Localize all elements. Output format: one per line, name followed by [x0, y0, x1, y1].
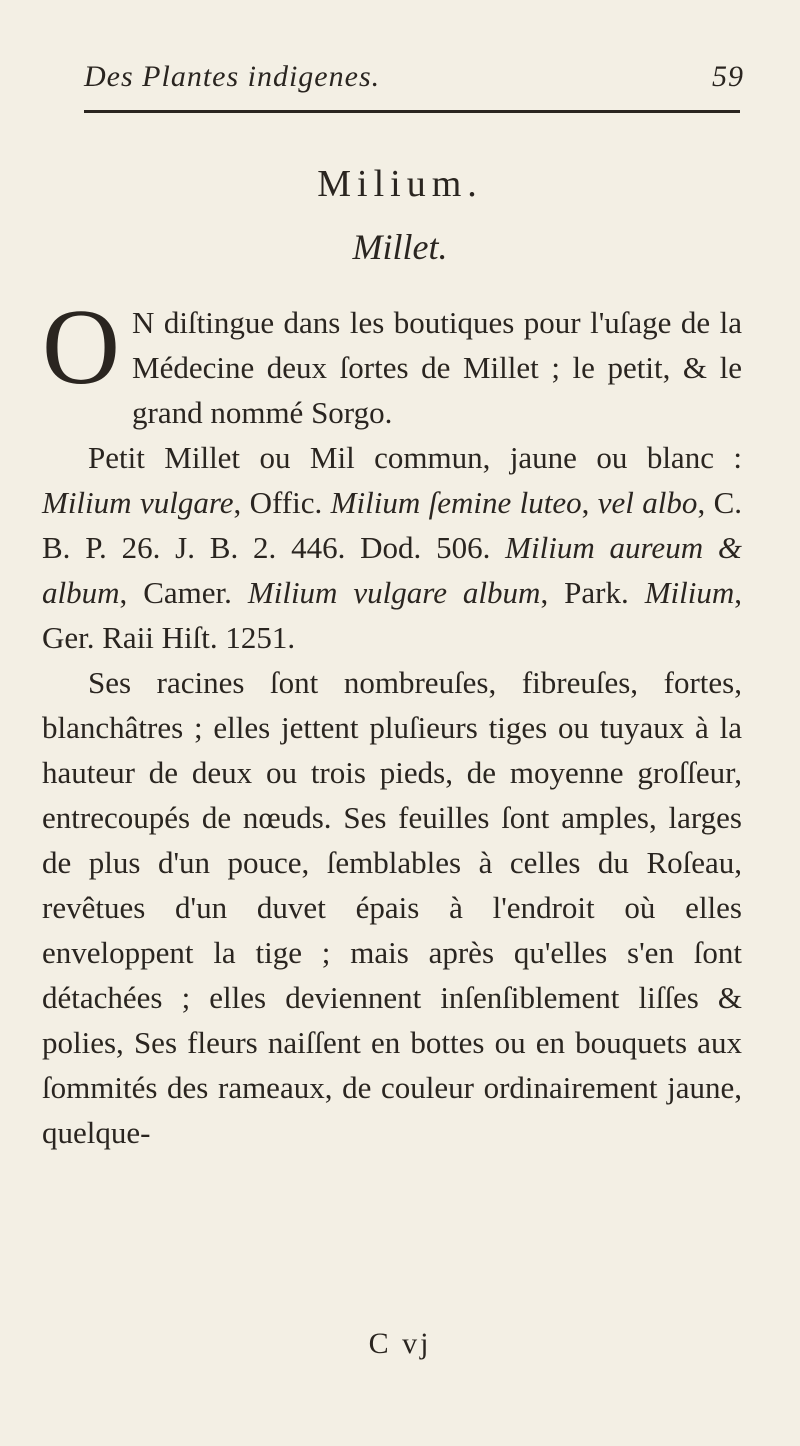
section-subtitle: Millet. [352, 227, 448, 267]
header-rule [84, 110, 740, 113]
body-text [42, 288, 743, 1155]
drop-cap: O [42, 288, 120, 407]
synonym-5: Milium vulgare album [247, 575, 541, 610]
signature-mark: C vj [368, 1327, 432, 1360]
synonym-2: Milium ſemine luteo [330, 485, 582, 520]
synonym-1: Milium vulgare [42, 485, 234, 520]
synonym-6: Milium [644, 575, 735, 610]
citation-3: , C. B. P. 26. J. B. 2. 446. Dod. 506. [42, 485, 743, 565]
section-title: Milium. [317, 163, 483, 205]
paragraph-3: Ses racines ſont nombreuſes, fibreuſes, fortes, blanchâtres ; elles jettent pluſieurs tiges ou tuyaux à la hauteur de deux ou trois pieds, de moyenne groſſeur, entrecoupés de nœuds. Ses feuilles ſont amples, larges de plus d'un pouce, ſemblables à celles du Roſeau, revêtues d'un duvet épais à l'endroit où elles enveloppent la tige ; mais après qu'elles s'en ſont détachées ; elles deviennent inſenſiblement liſſes & polies, Ses fleurs naiſſent en bottes ou en bouquets aux ſommités des rameaux, de couleur ordinairement jaune, quelque- [42, 665, 742, 1150]
citation-2: , [581, 485, 590, 520]
paragraph-1 [42, 288, 742, 435]
paragraph-2-lead: Petit Millet ou Mil commun, jaune ou blanc : [88, 440, 742, 475]
paragraph-1-text: N diſtingue dans les boutiques pour l'uſage de la Médecine deux ſortes de Millet ; le petit, & le grand nommé Sorgo. [132, 305, 742, 430]
running-title: Des Plantes indigenes. [84, 60, 381, 93]
citation-1: , Offic. [233, 485, 323, 520]
citation-6: , Ger. Raii Hiſt. 1251. [42, 575, 743, 655]
synonym-4: Milium aureum & album [42, 530, 742, 610]
paragraph-2 [42, 435, 742, 660]
citation-5: , Park. [540, 575, 629, 610]
running-head [84, 60, 744, 94]
page-number: 59 [712, 60, 744, 93]
synonym-3: vel albo [597, 485, 698, 520]
citation-4: , Camer. [119, 575, 232, 610]
